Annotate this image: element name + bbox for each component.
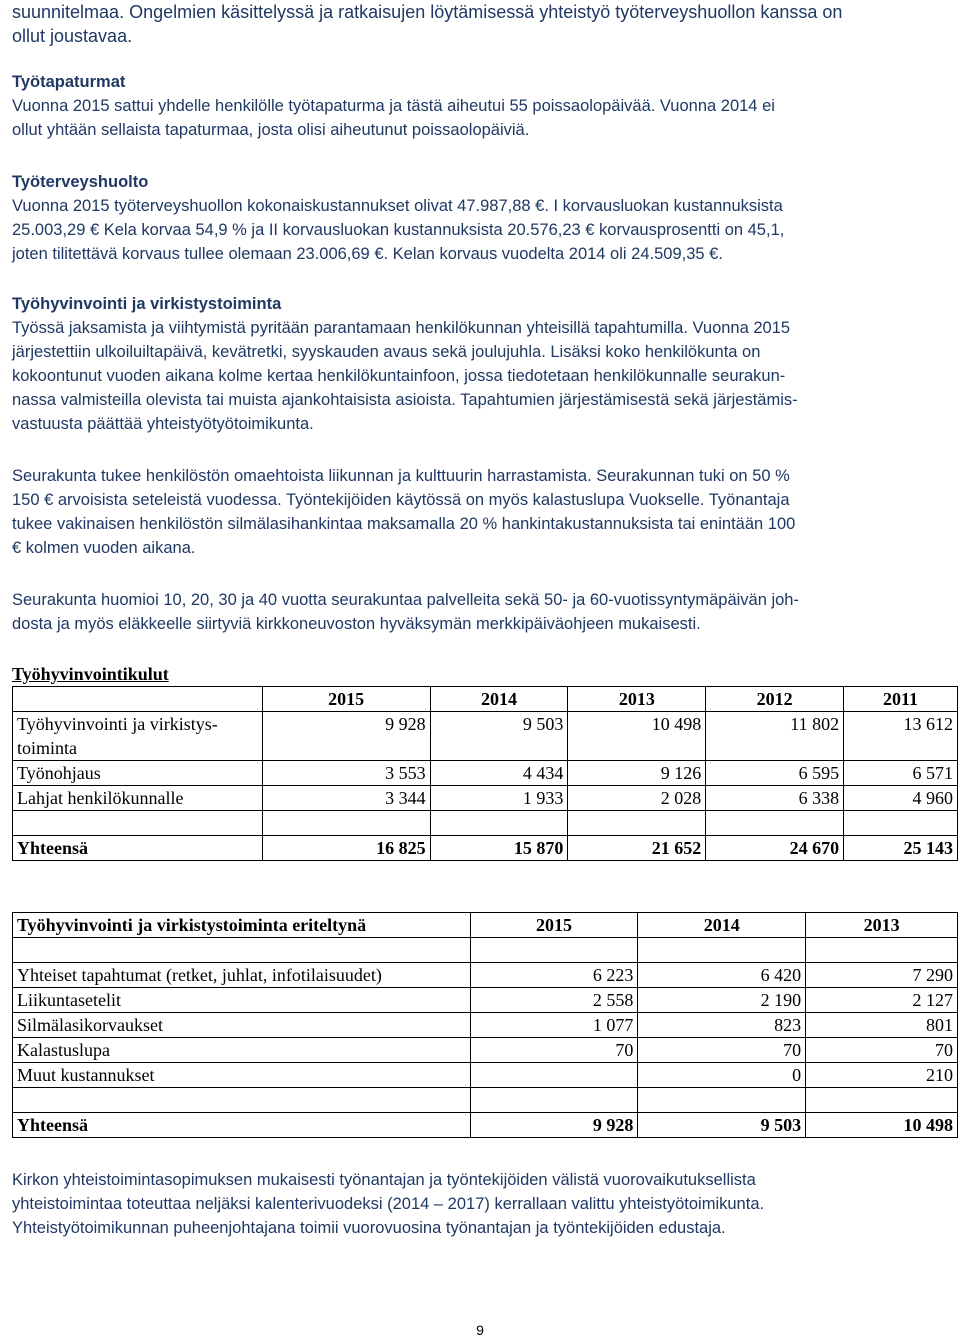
page-number: 9 [476,1322,484,1338]
total-cell: 9 503 [638,1113,806,1138]
value-cell: 0 [638,1063,806,1088]
total-cell: 9 928 [470,1113,638,1138]
table-row [13,1038,958,1063]
closing-paragraph [12,1168,947,1240]
paragraph-line: Työssä jaksamista ja viihtymistä pyritään parantamaan henkilökunnan yhteisillä tapahtumilla. Vuonna 2015 [12,319,791,337]
value-cell [470,1063,638,1088]
table2-title: Työhyvinvointi ja virkistystoiminta eriteltynä [13,913,471,938]
total-cell: 24 670 [706,836,844,861]
value-cell: 2 028 [568,786,706,811]
value-cell: 1 077 [470,1013,638,1038]
value-cell: 3 553 [262,761,430,786]
value-cell: 4 960 [844,786,958,811]
row-label: Kalastuslupa [13,1038,471,1063]
paragraph-line: tukee vakinaisen henkilöstön silmälasihankintaa maksamalla 20 % hankintakustannuksista tai enintään 100 [12,515,796,533]
value-cell: 3 344 [262,786,430,811]
value-cell: 2 127 [806,988,958,1013]
year-header: 2014 [638,913,806,938]
table-total-row [13,1113,958,1138]
table-cell-empty [13,687,263,712]
value-cell: 11 802 [706,712,844,761]
total-cell: 25 143 [844,836,958,861]
paragraph-line: yhteistoimintaa toteuttaa neljäksi kalenterivuodeksi (2014 – 2017) kerrallaan valittu yhteistyötoimikunta. [12,1195,765,1213]
table-eriteltyna [12,912,958,1138]
value-cell: 9 928 [262,712,430,761]
section-heading: Työhyvinvointi ja virkistystoiminta [12,295,282,313]
table-header-row [13,687,958,712]
value-cell: 13 612 [844,712,958,761]
total-cell: 21 652 [568,836,706,861]
paragraph-line: Seurakunta tukee henkilöstön omaehtoista liikunnan ja kulttuurin harrastamista. Seurakunnan tuki on 50 % [12,467,790,485]
table-row [13,1063,958,1088]
year-header: 2015 [262,687,430,712]
paragraph-line: Vuonna 2015 työterveyshuollon kokonaiskustannukset olivat 47.987,88 €. I korvausluokan kustannuksista [12,197,783,215]
year-header: 2015 [470,913,638,938]
value-cell: 70 [638,1038,806,1063]
paragraph-line: 25.003,29 € Kela korvaa 54,9 % ja II korvausluokan kustannuksista 20.576,23 € korvausprosentti on 45,1, [12,221,785,239]
paragraph-line: 150 € arvoisista seteleistä vuodessa. Työntekijöiden käytössä on myös kalastuslupa Vuokselle. Työnantaja [12,491,790,509]
total-cell: 16 825 [262,836,430,861]
table-spacer-row [13,938,958,963]
year-header: 2011 [844,687,958,712]
paragraph-line: Seurakunta huomioi 10, 20, 30 ja 40 vuotta seurakuntaa palvelleita sekä 50- ja 60-vuotissyntymäpäivän joh- [12,591,799,609]
section-heading: Työterveyshuolto [12,173,149,191]
paragraph-seurakunta-tukee [12,464,947,560]
total-label: Yhteensä [13,1113,471,1138]
paragraph-line: joten tilitettävä korvaus tullee olemaan 23.006,69 €. Kelan korvaus vuodelta 2014 oli 24.509,35 €. [12,245,723,263]
value-cell: 70 [470,1038,638,1063]
value-cell: 6 571 [844,761,958,786]
intro-line-1: suunnitelmaa. Ongelmien käsittelyssä ja ratkaisujen löytämisessä yhteistyö työterveyshuollon kanssa on [12,2,843,22]
paragraph-line: järjestettiin ulkoiluiltapäivä, kevätretki, syyskauden avaus sekä joulujuhla. Lisäksi koko henkilökunta on [12,343,761,361]
paragraph-line: ollut yhtään sellaista tapaturmaa, josta olisi aiheutunut poissaolopäiviä. [12,121,530,139]
intro-paragraph [12,0,947,48]
row-label: Työnohjaus [13,761,263,786]
value-cell: 2 190 [638,988,806,1013]
value-cell: 6 338 [706,786,844,811]
row-label: Liikuntasetelit [13,988,471,1013]
row-label: Lahjat henkilökunnalle [13,786,263,811]
value-cell: 6 420 [638,963,806,988]
section-heading: Työtapaturmat [12,73,126,91]
year-header: 2014 [430,687,568,712]
table-row [13,786,958,811]
row-label: Työhyvinvointi ja virkistys- toiminta [13,712,263,761]
value-cell: 4 434 [430,761,568,786]
table-row [13,761,958,786]
value-cell: 10 498 [568,712,706,761]
total-label: Yhteensä [13,836,263,861]
row-label: Yhteiset tapahtumat (retket, juhlat, infotilaisuudet) [13,963,471,988]
total-cell: 10 498 [806,1113,958,1138]
paragraph-line: Kirkon yhteistoimintasopimuksen mukaisesti työnantajan ja työntekijöiden välistä vuorovaikutuksellista [12,1171,756,1189]
value-cell: 70 [806,1038,958,1063]
paragraph-line: Yhteistyötoimikunnan puheenjohtajana toimii vuorovuosina työnantajan ja työntekijöiden edustaja. [12,1219,726,1237]
table-row [13,988,958,1013]
value-cell: 1 933 [430,786,568,811]
year-header: 2012 [706,687,844,712]
value-cell: 801 [806,1013,958,1038]
paragraph-line: kokoontunut vuoden aikana kolme kertaa henkilökuntainfoon, jossa tiedotetaan henkilökunnalle seurakun- [12,367,786,385]
table1-title: Työhyvinvointikulut [12,664,169,684]
value-cell: 9 503 [430,712,568,761]
table-tyohyvinvointikulut [12,686,958,861]
table-spacer-row [13,811,958,836]
value-cell: 7 290 [806,963,958,988]
intro-line-2: ollut joustavaa. [12,26,133,46]
table-row [13,963,958,988]
total-cell: 15 870 [430,836,568,861]
table-header-row [13,913,958,938]
row-label: Silmälasikorvaukset [13,1013,471,1038]
year-header: 2013 [568,687,706,712]
value-cell: 2 558 [470,988,638,1013]
paragraph-line: vastuusta päättää yhteistyötyötoimikunta. [12,415,314,433]
table-total-row [13,836,958,861]
table-row [13,1013,958,1038]
table-spacer-row [13,1088,958,1113]
table-row [13,712,958,761]
section-tyoterveyshuolto [12,170,947,266]
value-cell: 210 [806,1063,958,1088]
paragraph-line: € kolmen vuoden aikana. [12,539,196,557]
row-label: Muut kustannukset [13,1063,471,1088]
value-cell: 9 126 [568,761,706,786]
section-tyotapaturmat [12,70,947,142]
value-cell: 823 [638,1013,806,1038]
paragraph-line: dosta ja myös eläkkeelle siirtyviä kirkkoneuvoston hyväksymän merkkipäiväohjeen mukaisesti. [12,615,701,633]
section-tyohyvinvointi [12,292,947,436]
value-cell: 6 223 [470,963,638,988]
paragraph-seurakunta-huomioi [12,588,947,636]
paragraph-line: Vuonna 2015 sattui yhdelle henkilölle työtapaturma ja tästä aiheutui 55 poissaolopäivää. Vuonna 2014 ei [12,97,775,115]
paragraph-line: nassa valmisteilla olevista tai muista ajankohtaisista asioista. Tapahtumien järjestämisestä sekä järjestämis- [12,391,798,409]
value-cell: 6 595 [706,761,844,786]
year-header: 2013 [806,913,958,938]
